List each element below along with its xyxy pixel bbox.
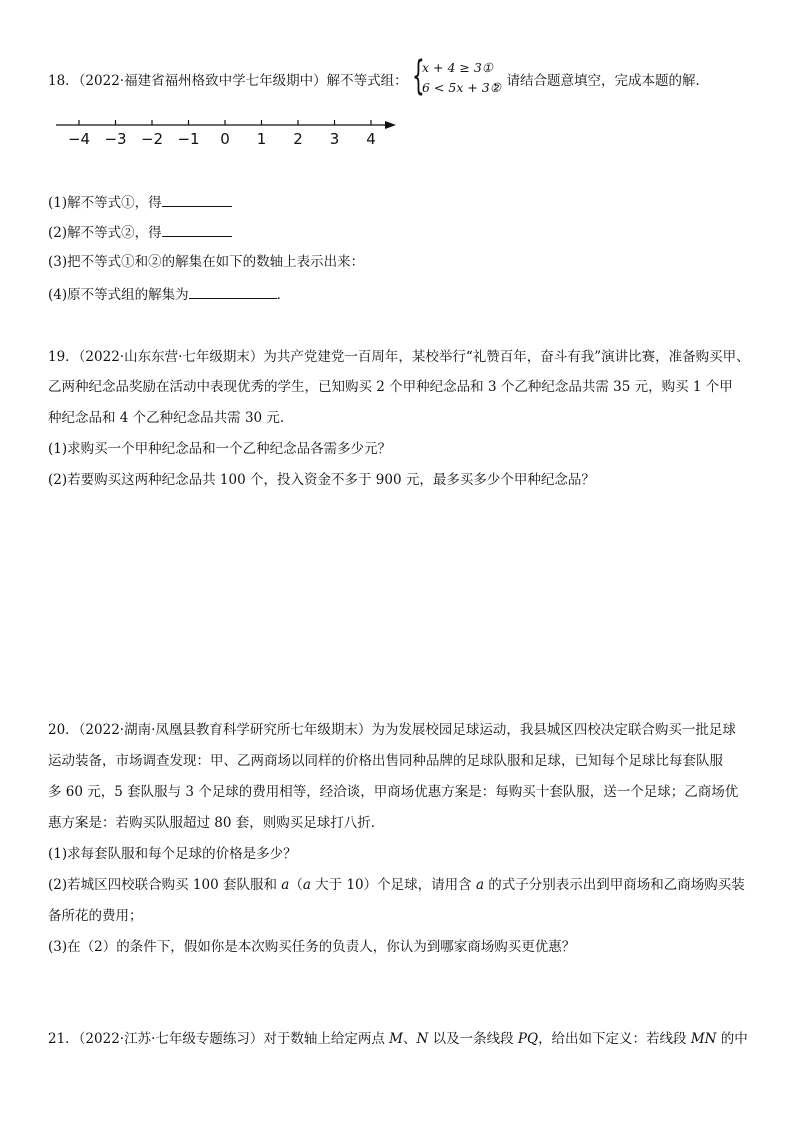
q21-line1 bbox=[48, 1030, 748, 1048]
q21-e: 的中 bbox=[716, 1031, 748, 1047]
q18-step2 bbox=[48, 222, 232, 242]
number-line-label: −3 bbox=[104, 130, 127, 148]
answer-blank-1[interactable] bbox=[162, 192, 232, 207]
q20-part2-b: （ bbox=[289, 877, 303, 893]
brace-symbol: { bbox=[412, 53, 425, 99]
number-line-label: 1 bbox=[256, 130, 267, 148]
number-line-label: 3 bbox=[329, 130, 340, 148]
q21-b: 、 bbox=[403, 1031, 417, 1047]
q20-part2-c: 大于 10）个足球，请用含 bbox=[310, 877, 476, 893]
q18-prefix: 18．（2022·福建省福州格致中学七年级期中）解不等式组： bbox=[48, 73, 408, 89]
q21-d: ，给出如下定义：若线段 bbox=[538, 1031, 691, 1047]
q20-part3: (3)在（2）的条件下，假如你是本次购买任务的负责人，你认为到哪家商场购买更优惠？ bbox=[48, 939, 576, 955]
var-a-2: a bbox=[302, 877, 311, 893]
q18-step4-end: ． bbox=[276, 287, 291, 303]
inequality-1: x + 4 ≥ 3① bbox=[422, 60, 494, 75]
q20-line4: 惠方案是：若购买队服超过 80 套，则购买足球打八折． bbox=[48, 815, 385, 831]
q18-step2-text: (2)解不等式②，得 bbox=[48, 225, 162, 241]
q18-suffix: ，请结合题意填空，完成本题的解． bbox=[493, 73, 709, 89]
q18-step1 bbox=[48, 192, 232, 212]
q20-line3: 多 60 元，5 套队服与 3 个足球的费用相等，经洽谈，甲商场优惠方案是：每购买十套队服，送一个足球；乙商场优 bbox=[48, 784, 739, 800]
q20-part2-line1 bbox=[48, 876, 745, 894]
q18-step3: (3)把不等式①和②的解集在如下的数轴上表示出来： bbox=[48, 254, 365, 270]
var-PQ: PQ bbox=[517, 1031, 539, 1047]
q19-line1: 19．（2022·山东东营·七年级期末）为共产党建党一百周年，某校举行“礼赞百年，奋斗有我”演讲比赛，准备购买甲、 bbox=[48, 349, 750, 365]
var-a: a bbox=[281, 877, 290, 893]
number-line-label: 2 bbox=[293, 130, 303, 148]
q19-line2: 乙两种纪念品奖励在活动中表现优秀的学生，已知购买 2 个甲种纪念品和 3 个乙种纪念品共需 35 元，购买 1 个甲 bbox=[48, 379, 733, 395]
number-line-label: −1 bbox=[177, 130, 200, 148]
number-line-label: 0 bbox=[220, 130, 230, 148]
number-line-label: −4 bbox=[67, 130, 91, 148]
q19-part2: (2)若要购买这两种纪念品共 100 个，投入资金不多于 900 元，最多买多少个甲种纪念品？ bbox=[48, 472, 595, 488]
q20-line2: 运动装备，市场调查发现：甲、乙两商场以同样的价格出售同种品牌的足球队服和足球，已知每个足球比每套队服 bbox=[48, 753, 723, 769]
q18-step1-text: (1)解不等式①，得 bbox=[48, 195, 162, 211]
q19-part1: (1)求购买一个甲种纪念品和一个乙种纪念品各需多少元？ bbox=[48, 441, 392, 457]
q18-stem bbox=[48, 72, 408, 90]
var-N: N bbox=[416, 1031, 429, 1047]
answer-blank-2[interactable] bbox=[162, 222, 232, 237]
q21-c: 以及一条线段 bbox=[428, 1031, 518, 1047]
answer-blank-3[interactable] bbox=[189, 284, 277, 299]
arrow-right-icon bbox=[385, 121, 396, 129]
q19-line3: 种纪念品和 4 个乙种纪念品共需 30 元． bbox=[48, 410, 294, 426]
number-line-label: 4 bbox=[366, 130, 376, 148]
q18-step4-text: (4)原不等式组的解集为 bbox=[48, 287, 189, 303]
q20-line1: 20．（2022·湖南·凤凰县教育科学研究所七年级期末）为为发展校园足球运动，我县城区四校决定联合购买一批足球 bbox=[48, 722, 736, 738]
q20-part1: (1)求每套队服和每个足球的价格是多少？ bbox=[48, 846, 297, 862]
number-line-label: −2 bbox=[140, 130, 164, 148]
inequality-2: 6 < 5x + 3② bbox=[422, 80, 501, 95]
var-M: M bbox=[389, 1031, 403, 1047]
var-a-3: a bbox=[475, 877, 485, 893]
q18-step4 bbox=[48, 284, 290, 304]
q20-part2-d: 的式子分别表示出到甲商场和乙商场购买装 bbox=[484, 877, 745, 893]
q21-a: 21．（2022·江苏·七年级专题练习）对于数轴上给定两点 bbox=[48, 1031, 390, 1047]
inequality-system bbox=[412, 53, 501, 99]
q20-part2-line2: 备所花的费用； bbox=[48, 908, 143, 924]
var-MN: MN bbox=[690, 1031, 717, 1047]
q20-part2-a: (2)若城区四校联合购买 100 套队服和 bbox=[48, 877, 282, 893]
